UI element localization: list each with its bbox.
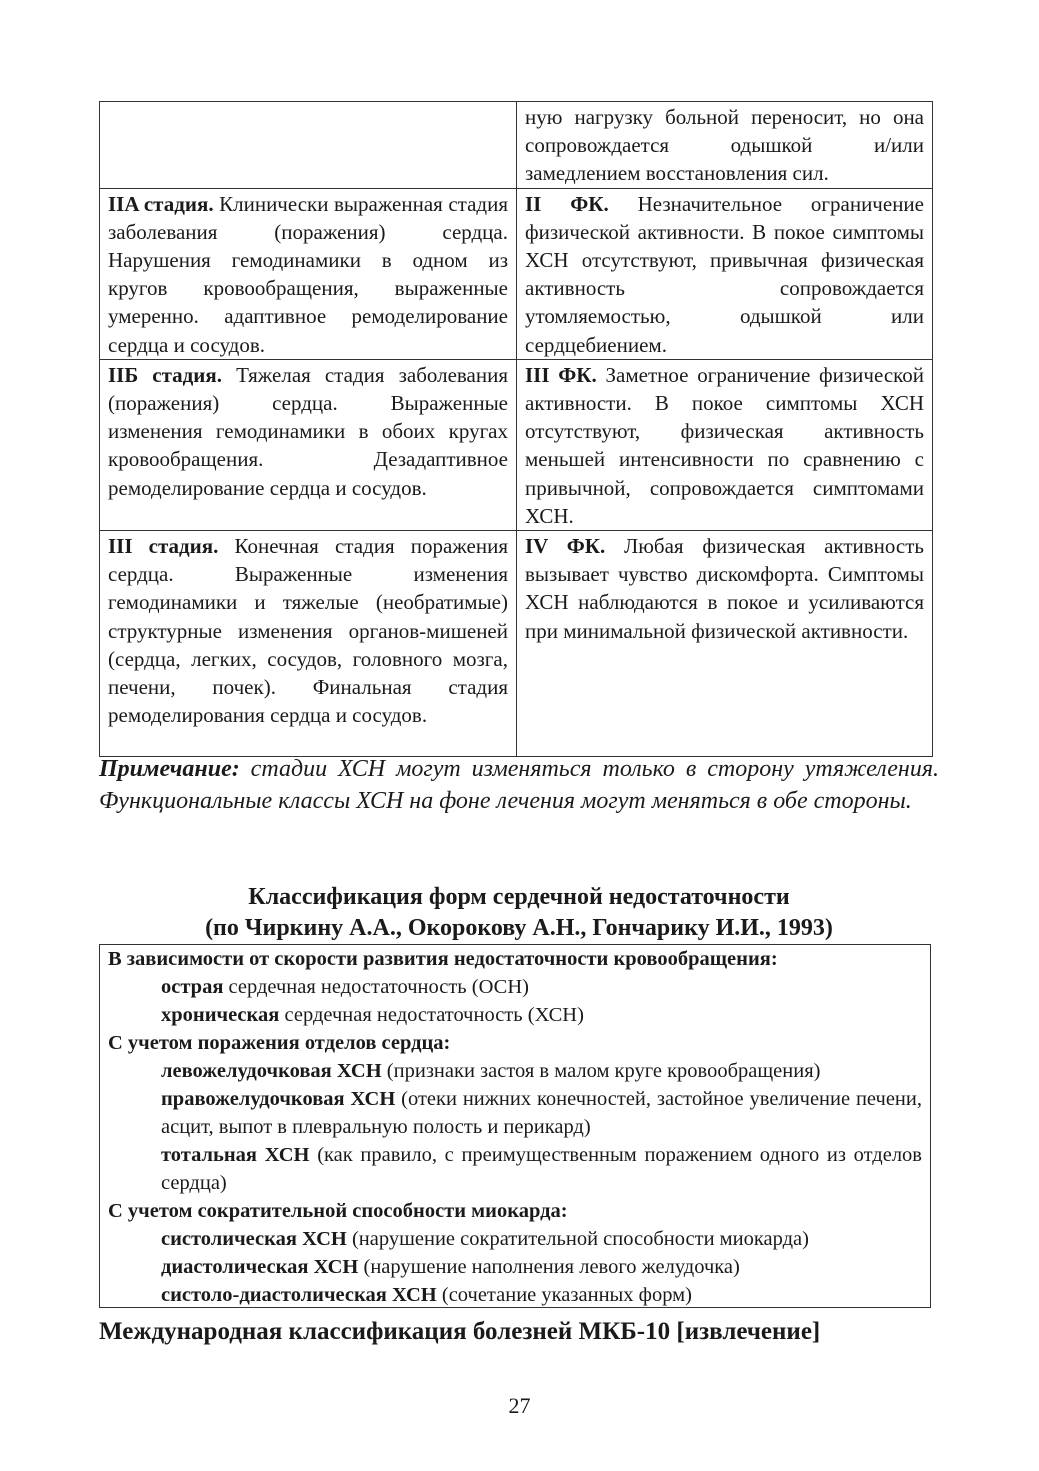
stage-label: IIA стадия. <box>108 191 214 216</box>
note-paragraph <box>99 753 939 817</box>
classification-subtitle: (по Чиркину А.А., Окорокову А.Н., Гончарику И.И., 1993) <box>205 915 833 941</box>
table-row <box>100 531 933 757</box>
table-cell-stage: IIБ стадия. Тяжелая стадия заболевания (поражения) сердца. Выраженные изменения гемодинамики в обоих кругах кровообращения. Дезадаптивное ремоделирование сердца и сосудов. <box>100 359 517 530</box>
list-item: острая сердечная недостаточность (ОСН) <box>161 976 529 998</box>
table-cell-class: IV ФК. Любая физическая активность вызывает чувство дискомфорта. Симптомы ХСН наблюдаются в покое и усиливаются при минимальной физической активности. <box>517 531 933 757</box>
note-text: стадии ХСН могут изменяться только в сторону утяжеления. Функциональные классы ХСН на фоне лечения могут меняться в обе стороны. <box>99 756 939 814</box>
class-label: IV ФК. <box>525 534 606 559</box>
group-heading: С учетом сократительной способности миокарда: <box>108 1200 568 1222</box>
table-row <box>100 188 933 359</box>
forms-classification-box <box>99 944 931 1308</box>
table-cell-class: ную нагрузку больной переносит, но она сопровождается одышкой и/или замедлением восстановления сил. <box>517 102 933 189</box>
list-item: систоло-диастолическая ХСН (сочетание указанных форм) <box>161 1284 692 1306</box>
group-heading: С учетом поражения отделов сердца: <box>108 1032 451 1054</box>
table-row <box>100 102 933 189</box>
class-label: II ФК. <box>525 191 609 216</box>
list-item: хроническая сердечная недостаточность (ХСН) <box>161 1004 584 1026</box>
class-label: III ФК. <box>525 362 597 387</box>
table-row <box>100 359 933 530</box>
stage-label: III стадия. <box>108 534 219 559</box>
table-cell-stage <box>100 102 517 189</box>
table-cell-stage: III стадия. Конечная стадия поражения сердца. Выраженные изменения гемодинамики и тяжелые (необратимые) структурные изменения органов-мишеней (сердца, легких, сосудов, головного мозга, печени, почек). Финальная стадия ремоделирования сердца и сосудов. <box>100 531 517 757</box>
table-cell-stage: IIA стадия. Клинически выраженная стадия заболевания (поражения) сердца. Нарушения гемодинамики в одном из кругов кровообращения, выраженные умеренно. адаптивное ремоделирование сердца и сосудов. <box>100 188 517 359</box>
list-item: диастолическая ХСН (нарушение наполнения левого желудочка) <box>161 1256 740 1278</box>
stages-classes-table <box>99 101 933 757</box>
group-heading: В зависимости от скорости развития недостаточности кровообращения: <box>108 948 778 970</box>
list-item: левожелудочковая ХСН (признаки застоя в малом круге кровообращения) <box>161 1060 821 1082</box>
icd-heading: Международная классификация болезней МКБ-10 [извлечение] <box>99 1318 821 1345</box>
stage-label: IIБ стадия. <box>108 362 223 387</box>
classification-title: Классификация форм сердечной недостаточности <box>248 884 790 910</box>
table-cell-class: III ФК. Заметное ограничение физической активности. В покое симптомы ХСН отсутствуют, физическая активность меньшей интенсивности по сравнению с привычной, сопровождается симптомами ХСН. <box>517 359 933 530</box>
note-label: Примечание: <box>99 756 240 782</box>
list-item: тотальная ХСН (как правило, с преимущественным поражением одного из отделов сердца) <box>161 1144 922 1194</box>
page-number: 27 <box>508 1393 531 1418</box>
table-cell-class: II ФК. Незначительное ограничение физической активности. В покое симптомы ХСН отсутствуют, привычная физическая активность сопровождается утомляемостью, одышкой или сердцебиением. <box>517 188 933 359</box>
list-item: систолическая ХСН (нарушение сократительной способности миокарда) <box>161 1228 809 1250</box>
list-item: правожелудочковая ХСН (отеки нижних конечностей, застойное увеличение печени, асцит, выпот в плевральную полость и перикард) <box>161 1088 922 1138</box>
